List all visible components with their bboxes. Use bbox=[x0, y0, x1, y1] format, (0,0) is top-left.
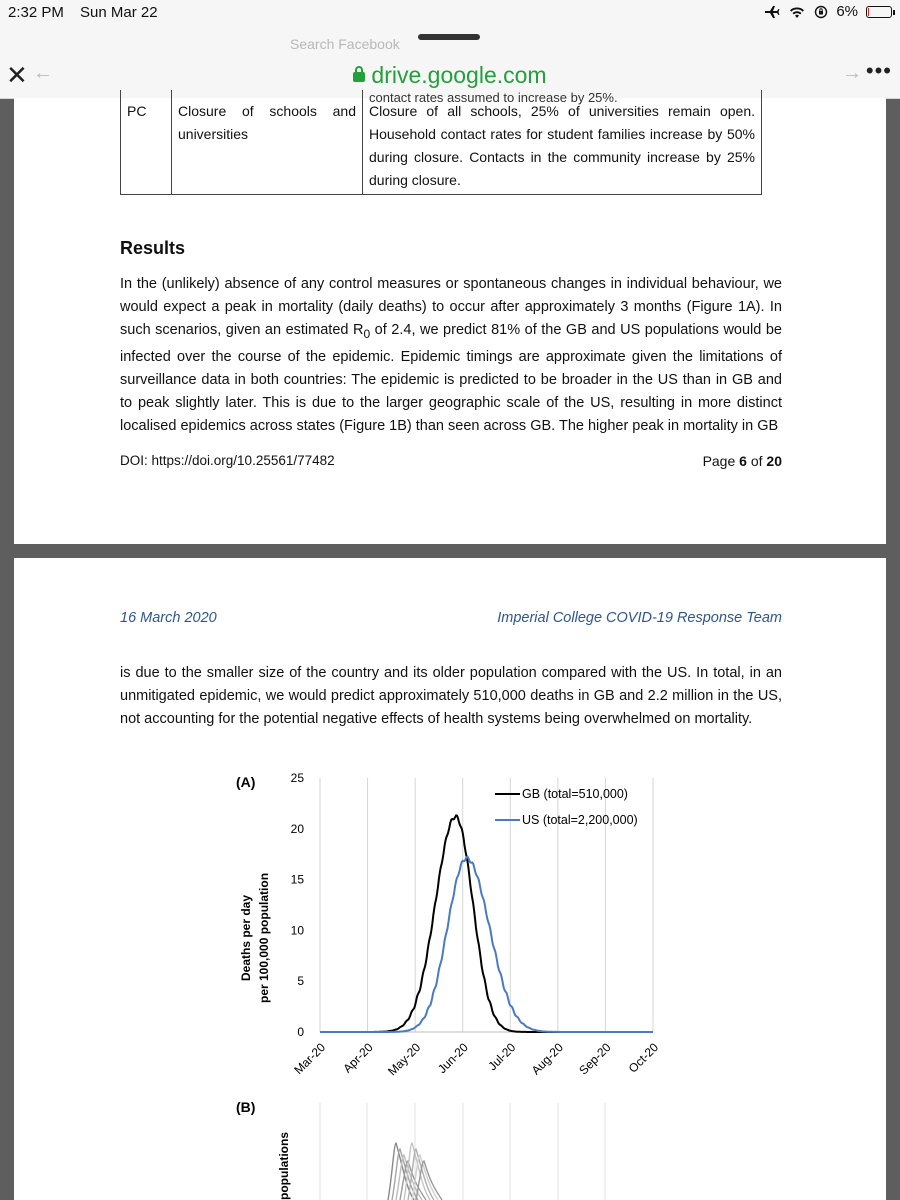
y-axis-label-line1: Deaths per day bbox=[239, 894, 253, 982]
status-bar bbox=[0, 0, 900, 26]
x-tick-label: Aug-20 bbox=[528, 1040, 566, 1078]
panel-label-a: (A) bbox=[236, 774, 256, 790]
ghost-search-text: Search Facebook bbox=[290, 36, 400, 52]
fig-b-y-label: populations bbox=[277, 1132, 291, 1200]
header-date: 16 March 2020 bbox=[120, 610, 217, 626]
url-bar[interactable] bbox=[0, 62, 900, 89]
airplane-icon bbox=[764, 5, 780, 19]
battery-icon bbox=[866, 6, 892, 18]
table-cell-measure bbox=[172, 90, 363, 195]
table-measure: Closure of schools and universities bbox=[178, 103, 356, 142]
status-date: Sun Mar 22 bbox=[80, 4, 158, 21]
doi-footer[interactable]: DOI: https://doi.org/10.25561/77482 bbox=[120, 453, 335, 468]
page-number bbox=[703, 453, 782, 469]
chart-series bbox=[320, 815, 653, 1032]
y-tick-label: 10 bbox=[290, 923, 304, 938]
x-tick-label: Oct-20 bbox=[625, 1040, 662, 1076]
page-label: Page bbox=[702, 453, 740, 469]
chart-legend bbox=[495, 787, 638, 827]
table-cell-code bbox=[121, 90, 172, 195]
y-tick-label: 15 bbox=[290, 872, 304, 887]
table-row bbox=[121, 90, 762, 195]
y-tick-label: 25 bbox=[290, 771, 304, 785]
page-of: of bbox=[746, 453, 767, 469]
results-paragraph bbox=[120, 273, 782, 438]
battery-percent: 6% bbox=[836, 3, 858, 20]
header-team: Imperial College COVID-19 Response Team bbox=[497, 610, 782, 626]
more-options-icon[interactable]: ••• bbox=[865, 58, 892, 83]
y-axis-label-line2: per 100,000 population bbox=[257, 872, 271, 1004]
fig-b-series-line bbox=[416, 1161, 442, 1200]
page-current: 6 bbox=[739, 453, 747, 469]
rotation-lock-icon bbox=[814, 5, 828, 19]
table-description: Closure of all schools, 25% of universities remain open. Household contact rates for student families increase by 50% during closure. Contacts in the community increase by 25% during closure. bbox=[369, 103, 755, 188]
figure-1b-chart bbox=[320, 1103, 605, 1200]
x-tick-label: Jul-20 bbox=[485, 1040, 519, 1074]
series-line-us bbox=[320, 857, 653, 1032]
legend-label: GB (total=510,000) bbox=[522, 787, 628, 801]
mortality-paragraph: is due to the smaller size of the country and its older population compared with the US. In total, in an unmitigated epidemic, we would predict approximately 510,000 deaths in GB and 2.2 million in the US, not accounting for the potential negative effects of health systems being overwhelmed on mortality. bbox=[120, 665, 782, 727]
battery-fill bbox=[868, 8, 869, 16]
back-arrow-icon[interactable]: ← bbox=[33, 62, 53, 84]
intervention-table bbox=[120, 90, 762, 195]
status-left bbox=[8, 4, 158, 21]
x-tick-label: Apr-20 bbox=[340, 1040, 376, 1076]
x-tick-label: May-20 bbox=[385, 1040, 424, 1079]
results-paragraph-pre: In the (unlikely) absence of any control measures or spontaneous changes in individual behaviour, we would expect a peak in mortality (daily deaths) to occur after approximately 3 months (Figure 1A). In such scenarios, given an estimated R bbox=[120, 276, 782, 338]
page-total: 20 bbox=[766, 453, 782, 469]
y-tick-label: 20 bbox=[290, 821, 304, 836]
browser-toolbar bbox=[0, 26, 900, 99]
url-text: drive.google.com bbox=[371, 62, 547, 88]
document-page-7 bbox=[14, 558, 886, 1200]
wifi-icon bbox=[788, 5, 806, 19]
table-cut-text: contact rates assumed to increase by 25%. bbox=[369, 90, 618, 105]
document-page-6 bbox=[14, 90, 886, 544]
y-tick-label: 0 bbox=[297, 1025, 304, 1039]
panel-label-b: (B) bbox=[236, 1099, 256, 1115]
series-line-gb bbox=[320, 815, 653, 1032]
results-paragraph-post: of 2.4, we predict 81% of the GB and US populations would be infected over the course of the epidemic. Epidemic timings are approximate given the limitations of surveillance data in both countries: The epidemic is predicted to be broader in the US than in GB and to peak slightly later. This is due to the larger geographic scale of the US, resulting in more distinct localised epidemics across states (Figure 1B) than seen across GB. The higher peak in mortality in GB bbox=[120, 322, 782, 434]
forward-arrow-icon[interactable]: → bbox=[842, 62, 862, 84]
status-time: 2:32 PM bbox=[8, 4, 64, 21]
drag-handle[interactable] bbox=[418, 34, 480, 40]
x-tick-label: Mar-20 bbox=[291, 1040, 329, 1078]
legend-label: US (total=2,200,000) bbox=[522, 813, 638, 827]
table-code: PC bbox=[127, 103, 147, 119]
table-cell-description bbox=[363, 90, 762, 195]
x-tick-label: Sep-20 bbox=[576, 1040, 614, 1078]
x-tick-label: Jun-20 bbox=[434, 1040, 471, 1077]
figure-1a-chart bbox=[14, 558, 886, 1200]
close-icon[interactable]: ✕ bbox=[6, 60, 28, 90]
status-right bbox=[764, 3, 892, 20]
y-tick-label: 5 bbox=[297, 974, 304, 989]
results-heading: Results bbox=[120, 238, 186, 258]
r-subscript: 0 bbox=[363, 326, 371, 341]
lock-icon bbox=[353, 72, 365, 82]
